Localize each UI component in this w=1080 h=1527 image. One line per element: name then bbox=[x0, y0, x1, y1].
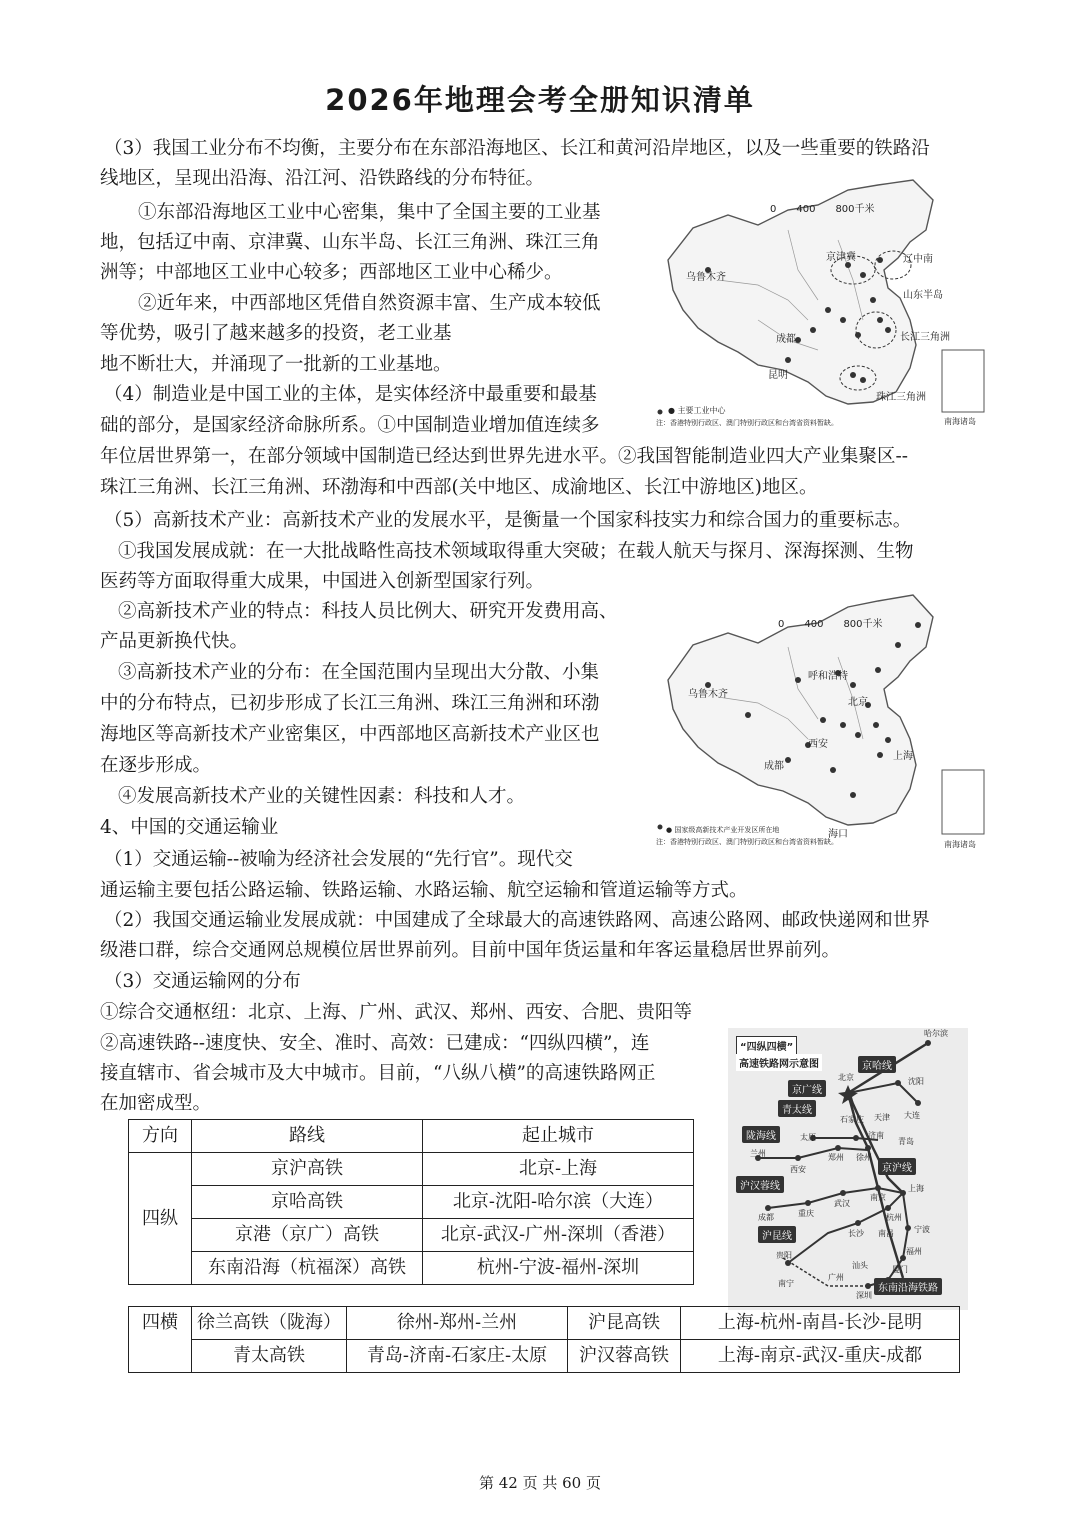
railway-tag: 东南沿海铁路 bbox=[874, 1278, 942, 1295]
paragraph-line: 线地区，呈现出沿海、沿江河、沿铁路线的分布特征。 bbox=[100, 168, 545, 189]
map-inset-label: 南海诸岛 bbox=[944, 840, 976, 849]
map-scale: 0 400 800千米 bbox=[778, 619, 883, 630]
map-title: “四纵四横” bbox=[736, 1036, 797, 1055]
railway-tag: 沪汉蓉线 bbox=[736, 1176, 784, 1193]
paragraph-line: ④发展高新技术产业的关键性因素：科技和人才。 bbox=[118, 786, 526, 807]
paragraph-line: ①东部沿海地区工业中心密集，集中了全国主要的工业基 bbox=[138, 202, 601, 223]
route-cell: 京哈高铁 bbox=[192, 1186, 423, 1219]
map-legend: ● 主要工业中心 bbox=[668, 406, 726, 415]
page-footer: 第 42 页 共 60 页 bbox=[478, 1474, 601, 1492]
city-label: 宁波 bbox=[914, 1225, 930, 1234]
map-label: 北京 bbox=[848, 697, 868, 708]
city-label: 兰州 bbox=[750, 1149, 766, 1158]
city-label: 南京 bbox=[870, 1193, 886, 1202]
map-label: 海口 bbox=[828, 829, 848, 840]
paragraph-line: （3）交通运输网的分布 bbox=[104, 971, 301, 992]
map-note: 注：香港特别行政区、澳门特别行政区和台湾省资料暂缺。 bbox=[656, 419, 838, 427]
cities-cell: 青岛-济南-石家庄-太原 bbox=[347, 1340, 568, 1373]
map-label: 京津冀 bbox=[826, 252, 856, 263]
horizontal-lines-table bbox=[128, 1306, 960, 1373]
paragraph-line: 级港口群，综合交通网总规模位居世界前列。目前中国年货运量和年客运量稳居世界前列。 bbox=[100, 940, 841, 961]
railway-tag: 京广线 bbox=[788, 1080, 826, 1097]
railway-tag: 陇海线 bbox=[742, 1126, 780, 1143]
city-label: 杭州 bbox=[886, 1213, 902, 1222]
table-header-row bbox=[129, 1120, 694, 1153]
table-row bbox=[129, 1252, 694, 1285]
paragraph-line: 医药等方面取得重大成果，中国进入创新型国家行列。 bbox=[100, 571, 545, 592]
paragraph-line: （1）交通运输--被喻为经济社会发展的“先行官”。现代交 bbox=[104, 849, 573, 870]
city-label: 上海 bbox=[908, 1184, 924, 1193]
paragraph-line: ①综合交通枢纽：北京、上海、广州、武汉、郑州、西安、合肥、贵阳等 bbox=[100, 1002, 693, 1023]
paragraph-line: 洲等；中部地区工业中心较多；西部地区工业中心稀少。 bbox=[100, 262, 563, 283]
map-label: 成都 bbox=[776, 334, 796, 345]
paragraph-line: 接直辖市、省会城市及大中城市。目前，“八纵八横”的高速铁路网正 bbox=[100, 1063, 656, 1084]
paragraph-line: 通运输主要包括公路运输、铁路运输、水路运输、航空运输和管道运输等方式。 bbox=[100, 880, 748, 901]
city-label: 太原 bbox=[800, 1133, 816, 1142]
paragraph-line: ②近年来，中西部地区凭借自然资源丰富、生产成本较低 bbox=[138, 293, 601, 314]
city-label: 西安 bbox=[790, 1165, 806, 1174]
table-header: 方向 bbox=[129, 1120, 192, 1153]
paragraph-line: 在逐步形成。 bbox=[100, 755, 212, 776]
map-scale: 0 400 800千米 bbox=[770, 204, 875, 215]
city-label: 郑州 bbox=[828, 1153, 844, 1162]
route-cell: 东南沿海（杭福深）高铁 bbox=[192, 1252, 423, 1285]
page-title: 2026年地理会考全册知识清单 bbox=[325, 83, 755, 117]
city-label: 青岛 bbox=[898, 1137, 914, 1146]
city-label: 南昌 bbox=[878, 1229, 894, 1238]
table-row bbox=[129, 1153, 694, 1186]
railway-tag: 京沪线 bbox=[878, 1158, 916, 1175]
section-heading: 4、中国的交通运输业 bbox=[100, 817, 279, 838]
paragraph-line: 年位居世界第一，在部分领域中国制造已经达到世界先进水平。②我国智能制造业四大产业集聚区-- bbox=[100, 446, 909, 467]
map-label: 成都 bbox=[764, 761, 784, 772]
table-row bbox=[129, 1186, 694, 1219]
city-label: 成都 bbox=[758, 1213, 774, 1222]
paragraph-line: ①我国发展成就：在一大批战略性高技术领域取得重大突破；在载人航天与探月、深海探测、生物 bbox=[118, 541, 914, 562]
map-label: 上海 bbox=[893, 751, 913, 762]
table-header: 路线 bbox=[192, 1120, 423, 1153]
map-label: 珠江三角洲 bbox=[876, 392, 926, 403]
paragraph-line: 产品更新换代快。 bbox=[100, 631, 249, 652]
route-cell: 沪汉蓉高铁 bbox=[568, 1340, 681, 1373]
city-label: 哈尔滨 bbox=[924, 1029, 948, 1038]
city-label: 深圳 bbox=[856, 1291, 872, 1300]
city-label: 天津 bbox=[874, 1113, 890, 1122]
railway-tag: 京哈线 bbox=[858, 1056, 896, 1073]
city-label: 徐州 bbox=[856, 1153, 872, 1162]
map-label: 长江三角洲 bbox=[900, 332, 950, 343]
map-label: 乌鲁木齐 bbox=[686, 272, 726, 283]
table-row bbox=[129, 1307, 960, 1340]
paragraph-line: 在加密成型。 bbox=[100, 1093, 212, 1114]
paragraph-line: （4）制造业是中国工业的主体，是实体经济中最重要和最基 bbox=[104, 384, 597, 405]
table-header: 起止城市 bbox=[423, 1120, 694, 1153]
city-label: 济南 bbox=[868, 1131, 884, 1140]
city-label: 厦门 bbox=[892, 1265, 908, 1274]
cities-cell: 杭州-宁波-福州-深圳 bbox=[423, 1252, 694, 1285]
paragraph-line: 海地区等高新技术产业密集区，中西部地区高新技术产业区也 bbox=[100, 724, 600, 745]
cities-cell: 徐州-郑州-兰州 bbox=[347, 1307, 568, 1340]
paragraph-line: 础的部分，是国家经济命脉所系。①中国制造业增加值连续多 bbox=[100, 415, 600, 436]
map-label: 昆明 bbox=[768, 370, 788, 381]
industry-map bbox=[648, 170, 994, 432]
railway-network-map bbox=[728, 1028, 968, 1310]
paragraph-line: ③高新技术产业的分布：在全国范围内呈现出大分散、小集 bbox=[118, 662, 600, 683]
table-row bbox=[129, 1219, 694, 1252]
route-cell: 沪昆高铁 bbox=[568, 1307, 681, 1340]
city-label: 广州 bbox=[828, 1273, 844, 1282]
city-label: 贵阳 bbox=[776, 1251, 792, 1260]
map-label: 呼和浩特 bbox=[808, 671, 848, 682]
city-label: 武汉 bbox=[834, 1199, 850, 1208]
city-label: 沈阳 bbox=[908, 1077, 924, 1086]
route-cell: 京沪高铁 bbox=[192, 1153, 423, 1186]
cities-cell: 北京-上海 bbox=[423, 1153, 694, 1186]
map-legend: ● 国家级高新技术产业开发区所在地 bbox=[666, 826, 780, 834]
table-row bbox=[129, 1340, 960, 1373]
city-label: 重庆 bbox=[798, 1209, 814, 1218]
route-cell: 青太高铁 bbox=[192, 1340, 347, 1373]
cities-cell: 上海-南京-武汉-重庆-成都 bbox=[681, 1340, 960, 1373]
vertical-lines-table bbox=[128, 1119, 694, 1285]
paragraph-line: （3）我国工业分布不均衡，主要分布在东部沿海地区、长江和黄河沿岸地区，以及一些重要的铁路沿 bbox=[104, 138, 930, 159]
city-label: 汕头 bbox=[852, 1261, 868, 1270]
route-cell: 徐兰高铁（陇海） bbox=[192, 1307, 347, 1340]
map-label: 山东半岛 bbox=[903, 290, 943, 301]
paragraph-line: （5）高新技术产业：高新技术产业的发展水平，是衡量一个国家科技实力和综合国力的重要标志。 bbox=[104, 510, 912, 531]
railway-tag: 青太线 bbox=[778, 1100, 816, 1117]
city-label: 大连 bbox=[904, 1111, 920, 1120]
paragraph-line: 地，包括辽中南、京津冀、山东半岛、长江三角洲、珠江三角 bbox=[100, 232, 600, 253]
city-label: 长沙 bbox=[848, 1229, 864, 1238]
map-inset-label: 南海诸岛 bbox=[944, 417, 976, 426]
group-cell: 四纵 bbox=[129, 1153, 192, 1285]
hightech-map bbox=[648, 585, 994, 855]
map-label: 西安 bbox=[808, 739, 828, 750]
paragraph-line: ②高速铁路--速度快、安全、准时、高效：已建成：“四纵四横”，连 bbox=[100, 1033, 650, 1054]
paragraph-line: 中的分布特点，已初步形成了长江三角洲、珠江三角洲和环渤 bbox=[100, 693, 600, 714]
cities-cell: 北京-沈阳-哈尔滨（大连） bbox=[423, 1186, 694, 1219]
paragraph-line: 珠江三角洲、长江三角洲、环渤海和中西部(关中地区、成渝地区、长江中游地区)地区。 bbox=[100, 477, 818, 498]
paragraph-line: 地不断壮大，并涌现了一批新的工业基地。 bbox=[100, 354, 452, 375]
city-label: 石家庄 bbox=[840, 1115, 864, 1124]
paragraph-line: （2）我国交通运输业发展成就：中国建成了全球最大的高速铁路网、高速公路网、邮政快递网和世界 bbox=[104, 910, 930, 931]
city-label: 福州 bbox=[906, 1247, 922, 1256]
cities-cell: 北京-武汉-广州-深圳（香港） bbox=[423, 1219, 694, 1252]
map-note: 注：香港特别行政区、澳门特别行政区和台湾省资料暂缺。 bbox=[656, 838, 838, 846]
paragraph-line: 等优势，吸引了越来越多的投资，老工业基 bbox=[100, 323, 452, 344]
route-cell: 京港（京广）高铁 bbox=[192, 1219, 423, 1252]
railway-tag: 沪昆线 bbox=[758, 1226, 796, 1243]
map-label: 乌鲁木齐 bbox=[688, 689, 728, 700]
city-label: 北京 bbox=[838, 1073, 854, 1082]
map-title: 高速铁路网示意图 bbox=[736, 1054, 822, 1071]
group-cell: 四横 bbox=[129, 1307, 192, 1373]
map-label: 辽中南 bbox=[903, 254, 933, 265]
paragraph-line: ②高新技术产业的特点：科技人员比例大、研究开发费用高、 bbox=[118, 601, 618, 622]
city-label: 南宁 bbox=[778, 1279, 794, 1288]
cities-cell: 上海-杭州-南昌-长沙-昆明 bbox=[681, 1307, 960, 1340]
